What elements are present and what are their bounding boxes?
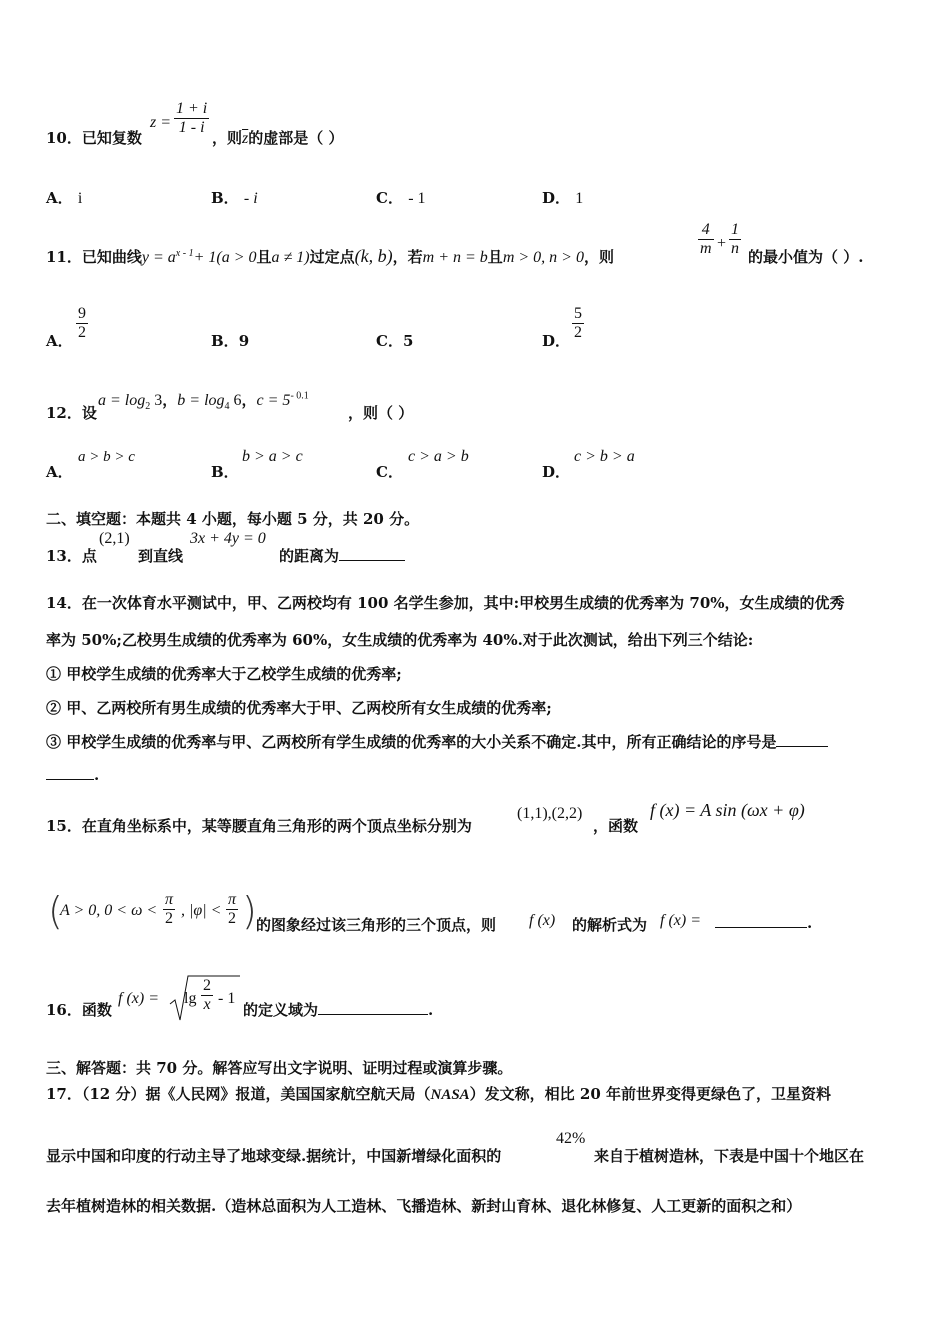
q12-b-arg: 6 <box>229 392 242 409</box>
q10-stem <box>46 127 142 148</box>
q11-cond: a ≠ 1) <box>271 249 310 266</box>
q15-points: (1,1),(2,2) <box>517 805 583 822</box>
q15-cond2: , |φ| < <box>181 902 222 919</box>
q12-c: c = 5 <box>256 392 291 409</box>
q15-post <box>256 914 496 935</box>
frac-den: x <box>203 996 211 1013</box>
q11-curve: y = a <box>141 249 176 266</box>
q12-a: a = log <box>98 392 146 409</box>
q16-end: . <box>428 1001 434 1019</box>
q14-line1: 14．在一次体育水平测试中，甲、乙两校均有 100 名学生参加，其中:甲校男生成绩的优秀率为 70%，女生成绩的优秀 <box>46 594 845 612</box>
q15-post2-text: 的解析式为 <box>572 916 648 934</box>
q11-tail <box>748 246 863 267</box>
q10-stem-post <box>212 127 343 148</box>
q13-mid-text: 到直线 <box>138 547 184 565</box>
option-label: C． <box>376 332 403 350</box>
q13-mid <box>138 545 183 566</box>
q12-values <box>98 389 309 412</box>
q11-f2n: 1 <box>731 221 739 238</box>
q11-plus: + <box>717 235 727 252</box>
q11-exp: x - 1 <box>175 248 194 259</box>
q11-option-a-frac <box>76 305 88 342</box>
q11-and1: 且 <box>256 248 272 266</box>
q10-option-c[interactable] <box>376 187 426 208</box>
q11-f2d: n <box>731 240 739 257</box>
q12-a-arg: 3 <box>150 392 163 409</box>
q11-option-c[interactable] <box>376 330 413 351</box>
frac-num: 9 <box>78 305 86 322</box>
q12-tail-text: ，则（ ） <box>348 404 414 422</box>
q13-number: 13． <box>46 547 82 565</box>
q11-pos: m > 0, n > 0 <box>502 249 584 266</box>
q12-b: b = log <box>177 392 225 409</box>
q14-end: . <box>94 766 100 784</box>
q13-point: (2,1) <box>99 530 130 547</box>
q13-tail-text: 的距离为 <box>279 547 340 565</box>
option-label: C． <box>376 463 403 481</box>
q16-tail-text: 的定义域为 <box>243 1001 319 1019</box>
q16-answer-blank[interactable] <box>318 1014 428 1015</box>
q14-answer-blank[interactable] <box>776 746 828 747</box>
q11-text: 已知曲线 <box>81 248 142 266</box>
q12-c-exp: - 0.1 <box>290 390 309 402</box>
q16-pre: 函数 <box>81 1001 112 1019</box>
q11-pass: 过定点 <box>309 248 355 266</box>
option-value: 9 <box>238 332 250 350</box>
option-label: D． <box>542 332 571 350</box>
q13-answer-blank[interactable] <box>339 560 405 561</box>
q10-option-d[interactable] <box>542 187 583 208</box>
q16-tail <box>243 999 433 1020</box>
q17-line2b <box>594 1145 864 1166</box>
q11-if: ，若 <box>392 248 423 266</box>
q16-frac <box>201 977 213 1014</box>
option-value: 5 <box>402 332 414 350</box>
q16-func: f (x) = <box>118 990 159 1007</box>
q15-end: . <box>807 914 813 932</box>
q11-f1n: 4 <box>698 221 714 240</box>
q11-mn: m + n = b <box>422 249 488 266</box>
q10-zbar: $\overline{z}$ <box>242 130 249 147</box>
q13-tail <box>279 545 405 566</box>
q11-frac-1n <box>729 221 741 258</box>
q12-option-d-value: c > b > a <box>574 448 635 465</box>
option-value: i <box>77 190 83 207</box>
q12-text: 设 <box>81 404 97 422</box>
q12-option-c-value: c > a > b <box>408 448 469 465</box>
frac-den: 2 <box>228 910 236 927</box>
q13-pre: 点 <box>81 547 97 565</box>
paren-right: ) <box>242 889 257 933</box>
q14-line2: 率为 50%;乙校男生成绩的优秀率为 60%，女生成绩的优秀率为 40%.对于此次测试，给出下列三个结论: <box>46 631 754 649</box>
q12-a-base: 2 <box>145 401 151 413</box>
q11-frac-4m <box>698 221 714 258</box>
q17-percent: 42% <box>556 1130 586 1147</box>
q11-option-d-frac <box>572 305 584 342</box>
q12-sep1: ， <box>162 391 178 409</box>
q17-line1b: ）发文称，相比 20 年前世界变得更绿色了，卫星资料 <box>469 1085 831 1103</box>
option-label: A． <box>46 463 73 481</box>
q17-line2a: 显示中国和印度的行动主导了地球变绿.据统计，中国新增绿化面积的 <box>46 1147 502 1165</box>
q16-lg: lg <box>184 990 197 1007</box>
q15-number: 15． <box>46 817 82 835</box>
q17-line1 <box>46 1083 831 1104</box>
option-label: A． <box>46 189 73 207</box>
q11-option-b[interactable] <box>211 330 249 351</box>
frac-den: 2 <box>165 910 173 927</box>
q15-answer-blank[interactable] <box>715 927 807 928</box>
q14-line5 <box>46 731 828 752</box>
q12-tail <box>348 402 413 423</box>
option-label: B． <box>211 463 239 481</box>
q11-then: ，则 <box>583 248 614 266</box>
q11-tail-text: 的最小值为（ ）. <box>748 248 864 266</box>
q15-func-label-text: ，函数 <box>593 817 639 835</box>
q10-frac-den: 1 - i <box>178 119 205 136</box>
q11-point: (k, b) <box>354 246 393 266</box>
q15-cond1: A > 0, 0 < ω < <box>60 902 158 919</box>
q15-pre: 在直角坐标系中，某等腰直角三角形的两个顶点坐标分别为 <box>81 817 472 835</box>
q15-func-label <box>593 815 638 836</box>
q13-line-eq: 3x + 4y = 0 <box>190 530 266 547</box>
q16-stem <box>46 999 112 1020</box>
q14-answer-blank-cont[interactable] <box>46 779 94 780</box>
option-label: B． <box>211 189 239 207</box>
q16-minus: - 1 <box>218 990 236 1007</box>
q12-b-base: 4 <box>224 401 230 413</box>
q12-option-a[interactable] <box>46 461 73 482</box>
q15-fx2: f (x) = <box>660 912 701 929</box>
option-label: D． <box>542 189 571 207</box>
q12-number: 12． <box>46 404 82 422</box>
option-value: - 1 <box>408 190 426 207</box>
q11-number: 11． <box>46 248 82 266</box>
q15-condition <box>48 887 257 937</box>
q11-f1d: m <box>700 240 712 257</box>
q10-option-a[interactable] <box>46 187 82 208</box>
q11-option-a[interactable] <box>46 330 73 351</box>
q10-tail: 的虚部是（ ） <box>248 129 344 147</box>
q13-stem <box>46 545 97 566</box>
q10-post: ，则 <box>212 129 243 147</box>
section3-heading: 三、解答题：共 70 分。解答应写出文字说明、证明过程或演算步骤。 <box>46 1059 513 1077</box>
frac-num: π <box>165 891 174 908</box>
option-label: C． <box>376 189 403 207</box>
q16-number: 16． <box>46 1001 82 1019</box>
q14-line5-text: ③ 甲校学生成绩的优秀率与甲、乙两校所有学生成绩的优秀率的大小关系不确定.其中，所有正确结论的序号是 <box>46 733 777 751</box>
q11-stem <box>46 246 614 267</box>
q10-frac-num: 1 + i <box>176 100 208 117</box>
frac-num: π <box>228 891 237 908</box>
q12-sep2: ， <box>241 391 257 409</box>
q12-option-b-value: b > a > c <box>242 448 303 465</box>
q17-line3: 去年植树造林的相关数据.（造林总面积为人工造林、飞播造林、新封山育林、退化林修复、人工更新的面积之和） <box>46 1197 802 1215</box>
q12-option-c[interactable] <box>376 461 403 482</box>
q15-function: f (x) = A sin (ωx + φ) <box>650 800 805 820</box>
q17-nasa: NASA <box>430 1087 470 1103</box>
option-label: B． <box>211 332 239 350</box>
section2-heading: 二、填空题：本题共 4 小题，每小题 5 分，共 20 分。 <box>46 510 420 528</box>
frac-den: 2 <box>78 324 86 341</box>
q17-line2b-text: 来自于植树造林，下表是中国十个地区在 <box>594 1147 865 1165</box>
q11-option-d[interactable] <box>542 330 570 351</box>
q12-stem <box>46 402 97 423</box>
q10-z-eq: z = <box>150 114 172 131</box>
q17-line2 <box>46 1145 501 1166</box>
option-value: - i <box>243 190 258 207</box>
q14-line3: ① 甲校学生成绩的优秀率大于乙校学生成绩的优秀率; <box>46 665 402 683</box>
q14-line6 <box>46 766 99 784</box>
q10-number: 10． <box>46 129 82 147</box>
q10-text: 已知复数 <box>81 129 142 147</box>
q15-stem <box>46 815 472 836</box>
frac-num: 5 <box>574 305 582 322</box>
q10-fraction <box>174 100 209 137</box>
q10-option-b[interactable] <box>211 187 258 208</box>
q15-pi-frac1 <box>163 891 175 928</box>
q17-line1a: 17．（12 分）据《人民网》报道，美国国家航空航天局（ <box>46 1085 431 1103</box>
q15-answer <box>715 914 812 932</box>
q12-option-d[interactable] <box>542 461 570 482</box>
q11-curve-tail: + 1(a > 0 <box>193 249 257 266</box>
frac-den: 2 <box>574 324 582 341</box>
q15-post2 <box>572 914 647 935</box>
q15-post-text: 的图象经过该三角形的三个顶点，则 <box>256 916 497 934</box>
q12-option-b[interactable] <box>211 461 239 482</box>
paren-left: ( <box>48 889 63 933</box>
q15-fx: f (x) <box>529 912 556 929</box>
option-label: A． <box>46 332 73 350</box>
frac-num: 2 <box>203 977 211 994</box>
q12-option-a-value: a > b > c <box>78 449 135 465</box>
option-value: 1 <box>575 190 584 207</box>
q11-and2: 且 <box>487 248 503 266</box>
q15-pi-frac2 <box>226 891 238 928</box>
q14-line4: ② 甲、乙两校所有男生成绩的优秀率大于甲、乙两校所有女生成绩的优秀率; <box>46 699 552 717</box>
option-label: D． <box>542 463 571 481</box>
